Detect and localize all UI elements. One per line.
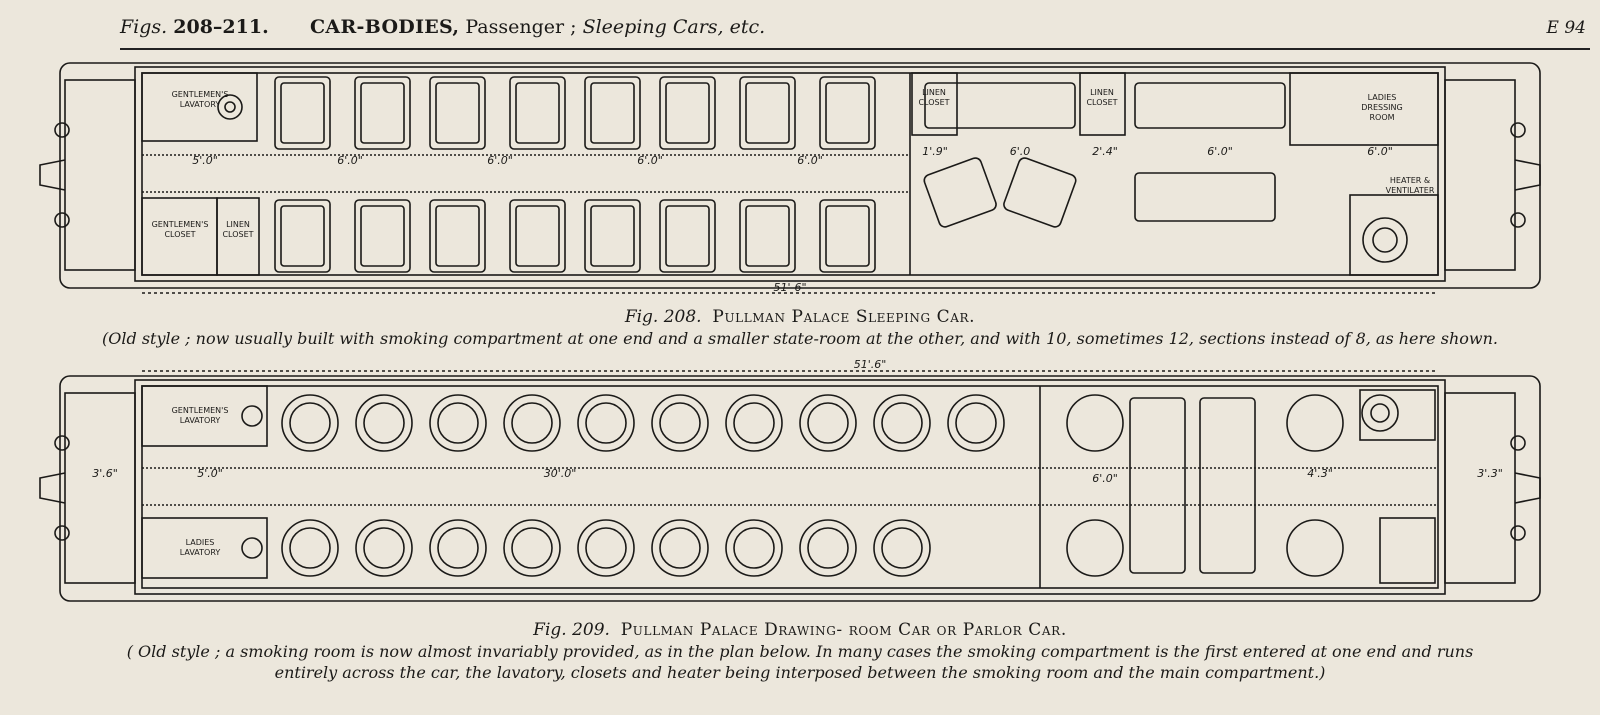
label-linen-closet-left-2: CLOSET	[222, 230, 254, 239]
parlor-chair-seat	[660, 403, 700, 443]
dim-overall: 51'.6"	[853, 358, 887, 371]
dim-2: 5'.0"	[197, 467, 223, 480]
berth-seat	[355, 200, 410, 272]
smoking-room-chair	[1287, 520, 1343, 576]
berth-seat	[430, 77, 485, 149]
smoking-room-chair	[1067, 520, 1123, 576]
berth-row-bottom	[275, 200, 875, 272]
berth-cushion	[516, 206, 559, 266]
parlor-car-drawing	[20, 358, 1580, 618]
parlor-chair-seat	[290, 528, 330, 568]
smoking-room-chair	[1067, 395, 1123, 451]
parlor-chair-seat	[734, 528, 774, 568]
label-gentlemens-closet-2: CLOSET	[164, 230, 196, 239]
dim-8: 2'.4"	[1092, 145, 1118, 158]
berth-cushion	[591, 206, 634, 266]
label-linen-closet-mid2-1: LINEN	[1090, 88, 1114, 97]
smoking-room-chair	[1287, 395, 1343, 451]
parlor-chair-seat	[808, 403, 848, 443]
dim-4: 6'.0"	[637, 154, 663, 167]
figure-209-caption	[0, 620, 1600, 682]
berth-cushion	[361, 206, 404, 266]
car-inner-wall	[135, 67, 1445, 281]
label-linen-closet-mid1-1: LINEN	[922, 88, 946, 97]
dim-4: 6'.0"	[1092, 472, 1118, 485]
chair-row-bottom	[282, 520, 1343, 576]
figure-209-name: Pullman Palace Drawing- room Car or Parlor Car.	[620, 620, 1067, 640]
dim-6: 1'.9"	[922, 145, 948, 158]
figure-209-note-line-1: ( Old style ; a smoking room is now almost invariably provided, as in the plan below. In many cases the smoking compartment is the first entered at one end and runs	[126, 642, 1474, 661]
dim-overall: 51'-6"	[773, 281, 807, 294]
label-linen-closet-left-1: LINEN	[226, 220, 250, 229]
parlor-chair-seat	[956, 403, 996, 443]
parlor-chair-seat	[512, 403, 552, 443]
label-ladies-dressing-3: ROOM	[1369, 113, 1395, 122]
dim-1: 3'.6"	[92, 467, 118, 480]
parlor-chair-seat	[438, 403, 478, 443]
berth-row-top	[275, 77, 875, 149]
parlor-chair-seat	[364, 528, 404, 568]
parlor-chair-seat	[808, 528, 848, 568]
berth-cushion	[361, 83, 404, 143]
page-header	[120, 14, 1590, 50]
berth-seat	[510, 77, 565, 149]
sleeping-car-drawing	[20, 55, 1580, 305]
berth-cushion	[746, 83, 789, 143]
berth-cushion	[281, 83, 324, 143]
right-coupler	[1515, 160, 1540, 190]
dim-9: 6'.0"	[1207, 145, 1233, 158]
label-ladies-lavatory-1: LADIES	[185, 538, 215, 547]
parlor-chair-seat	[290, 403, 330, 443]
berth-cushion	[516, 83, 559, 143]
berth-cushion	[666, 83, 709, 143]
parlor-chair-seat	[882, 403, 922, 443]
parlor-chair-seat	[660, 528, 700, 568]
label-ladies-lavatory-2: LAVATORY	[179, 548, 221, 557]
page-number: E 94	[1546, 18, 1586, 38]
label-gentlemens-lavatory-1: GENTLEMEN'S	[171, 90, 229, 99]
label-heater-1: HEATER &	[1389, 176, 1431, 185]
figure-208-title	[0, 307, 1600, 327]
section-title-italic: Sleeping Cars, etc.	[576, 16, 766, 38]
figure-208-label: Fig. 208.	[624, 307, 702, 327]
berth-seat	[740, 77, 795, 149]
section-title	[310, 16, 765, 38]
parlor-chair-seat	[882, 528, 922, 568]
berth-cushion	[826, 206, 869, 266]
label-linen-closet-mid2-2: CLOSET	[1086, 98, 1118, 107]
left-platform	[65, 80, 135, 270]
berth-seat	[585, 200, 640, 272]
berth-seat	[820, 77, 875, 149]
figs-prefix: Figs.	[120, 16, 168, 38]
sleeping-car-plan	[20, 55, 1580, 305]
label-gentlemens-lavatory-2: LAVATORY	[179, 100, 221, 109]
berth-seat	[740, 200, 795, 272]
dim-6: 3'.3"	[1477, 467, 1503, 480]
label-gentlemens-lavatory-2: LAVATORY	[179, 416, 221, 425]
dim-2: 6'.0"	[337, 154, 363, 167]
left-coupler	[40, 160, 65, 190]
dim-10: 6'.0"	[1367, 145, 1393, 158]
berth-cushion	[436, 206, 479, 266]
figure-range	[120, 16, 269, 38]
berth-seat	[660, 200, 715, 272]
berth-seat	[660, 77, 715, 149]
figure-209-title	[0, 620, 1600, 640]
label-ladies-dressing-2: DRESSING	[1361, 103, 1403, 112]
parlor-chair-seat	[586, 528, 626, 568]
car-body-outline	[60, 63, 1540, 288]
dim-1: 5'.0"	[192, 154, 218, 167]
figure-208-note: (Old style ; now usually built with smoking compartment at one end and a smaller state-room at the other, and with 10, sometimes 12, sections instead of 8, as here shown.	[102, 329, 1498, 348]
parlor-chair-seat	[364, 403, 404, 443]
berth-cushion	[591, 83, 634, 143]
dim-5: 4'.3"	[1307, 467, 1333, 480]
section-title-plain: Passenger ;	[459, 16, 577, 38]
label-ladies-dressing-1: LADIES	[1367, 93, 1397, 102]
figure-208-name: Pullman Palace Sleeping Car.	[712, 307, 976, 327]
berth-seat	[820, 200, 875, 272]
berth-cushion	[281, 206, 324, 266]
figure-209-label: Fig. 209.	[533, 620, 610, 640]
section-title-bold: CAR-BODIES,	[310, 16, 460, 38]
label-gentlemens-lavatory-1: GENTLEMEN'S	[171, 406, 229, 415]
figure-208-caption	[0, 307, 1600, 348]
car-body-outline	[60, 376, 1540, 601]
berth-cushion	[666, 206, 709, 266]
dim-5: 6'.0"	[797, 154, 823, 167]
berth-seat	[585, 77, 640, 149]
berth-cushion	[746, 206, 789, 266]
chair-row-top	[282, 395, 1343, 451]
dim-3: 30'.0"	[543, 467, 577, 480]
berth-seat	[275, 200, 330, 272]
label-gentlemens-closet-1: GENTLEMEN'S	[151, 220, 209, 229]
parlor-chair-seat	[734, 403, 774, 443]
berth-seat	[355, 77, 410, 149]
right-platform	[1445, 80, 1515, 270]
berth-cushion	[436, 83, 479, 143]
berth-seat	[430, 200, 485, 272]
dim-7: 6'.0	[1009, 145, 1031, 158]
parlor-chair-seat	[438, 528, 478, 568]
parlor-car-plan	[20, 358, 1580, 618]
berth-cushion	[826, 83, 869, 143]
figs-numbers: 208–211.	[173, 16, 269, 38]
berth-seat	[275, 77, 330, 149]
figure-209-note-line-2: entirely across the car, the lavatory, closets and heater being interposed between the smoking room and the main compartment.)	[274, 663, 1326, 682]
berth-seat	[510, 200, 565, 272]
label-heater-2: VENTILATER	[1385, 186, 1435, 195]
parlor-chair-seat	[586, 403, 626, 443]
parlor-chair-seat	[512, 528, 552, 568]
dim-3: 6'.0"	[487, 154, 513, 167]
label-linen-closet-mid1-2: CLOSET	[918, 98, 950, 107]
